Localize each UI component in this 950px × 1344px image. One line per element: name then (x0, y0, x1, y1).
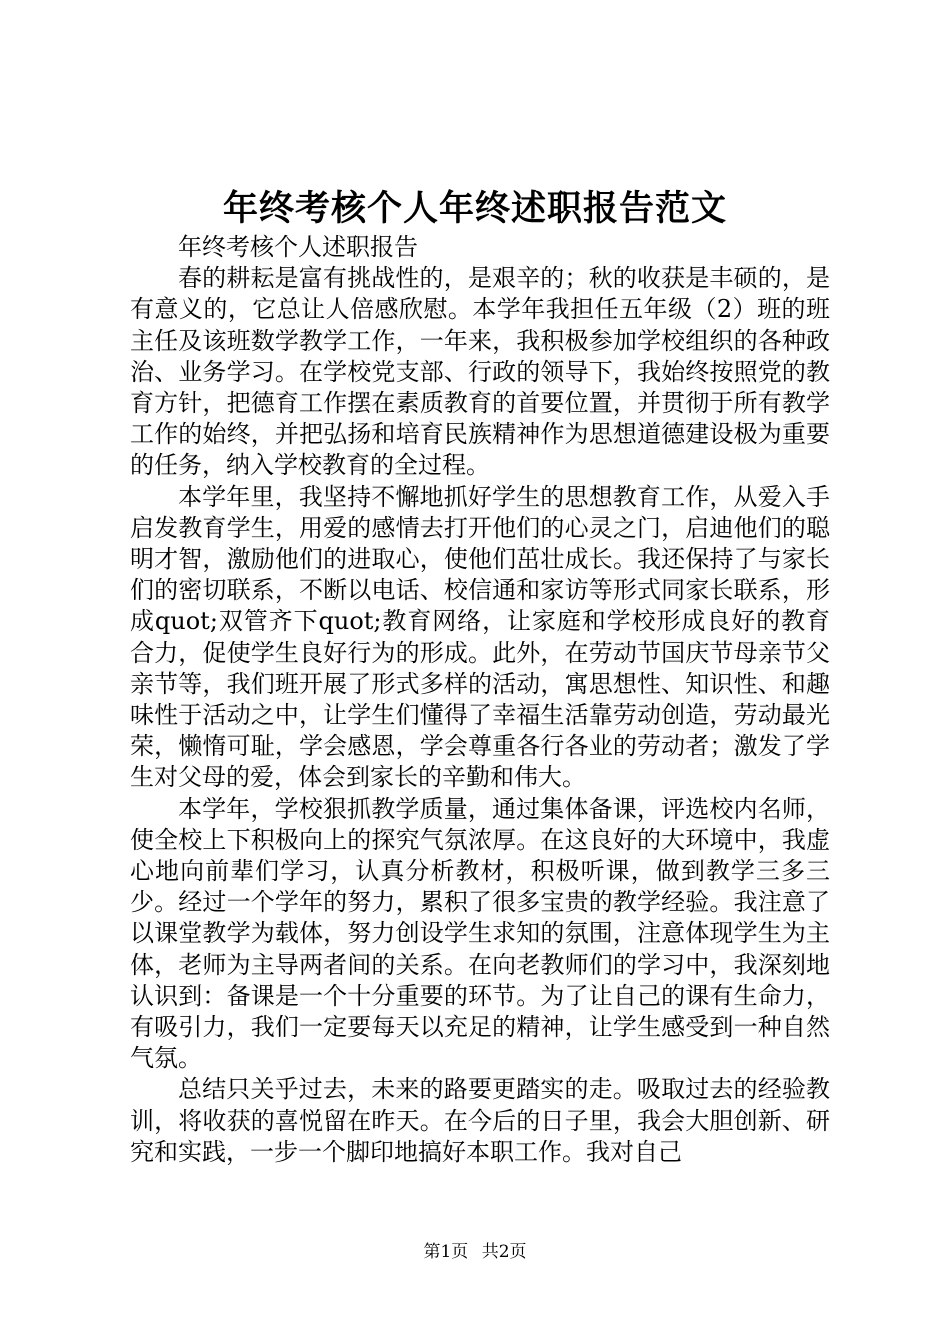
page-number: 第1页 (423, 1242, 469, 1262)
page-footer (0, 1240, 950, 1264)
body-paragraph: 春的耕耘是富有挑战性的，是艰辛的；秋的收获是丰硕的，是有意义的，它总让人倍感欣慰。本学年我担任五年级（2）班的班主任及该班数学教学工作，一年来，我积极参加学校组织的各种政治、业务学习。在学校党支部、行政的领导下，我始终按照党的教育方针，把德育工作摆在素质教育的首要位置，并贯彻于所有教学工作的始终，并把弘扬和培育民族精神作为思想道德建设极为重要的任务，纳入学校教育的全过程。 (130, 264, 830, 480)
body-paragraph: 本学年里，我坚持不懈地抓好学生的思想教育工作，从爱入手启发教育学生，用爱的感情去打开他们的心灵之门，启迪他们的聪明才智，激励他们的进取心，使他们茁壮成长。我还保持了与家长们的密切联系，不断以电话、校信通和家访等形式同家长联系，形成quot;双管齐下quot;教育网络，让家庭和学校形成良好的教育合力，促使学生良好行为的形成。此外，在劳动节国庆节母亲节父亲节等，我们班开展了形式多样的活动，寓思想性、知识性、和趣味性于活动之中，让学生们懂得了幸福生活靠劳动创造，劳动最光荣，懒惰可耻，学会感恩，学会尊重各行各业的劳动者；激发了学生对父母的爱，体会到家长的辛勤和伟大。 (130, 482, 830, 792)
body-paragraph: 总结只关乎过去，未来的路要更踏实的走。吸取过去的经验教训，将收获的喜悦留在昨天。在今后的日子里，我会大胆创新、研究和实践，一步一个脚印地搞好本职工作。我对自己 (130, 1075, 830, 1166)
document-title: 年终考核个人年终述职报告范文 (222, 188, 727, 229)
subtitle-paragraph: 年终考核个人述职报告 (178, 233, 418, 261)
body-paragraph: 本学年，学校狠抓教学质量，通过集体备课，评选校内名师，使全校上下积极向上的探究气氛浓厚。在这良好的大环境中，我虚心地向前辈们学习，认真分析教材，积极听课，做到教学三多三少。经过一个学年的努力，累积了很多宝贵的教学经验。我注意了以课堂教学为载体，努力创设学生求知的氛围，注意体现学生为主体，老师为主导两者间的关系。在向老教师们的学习中，我深刻地认识到：备课是一个十分重要的环节。为了让自己的课有生命力，有吸引力，我们一定要每天以充足的精神，让学生感受到一种自然气氛。 (130, 794, 830, 1073)
page-total: 共2页 (481, 1242, 527, 1262)
document-body (130, 232, 830, 1168)
